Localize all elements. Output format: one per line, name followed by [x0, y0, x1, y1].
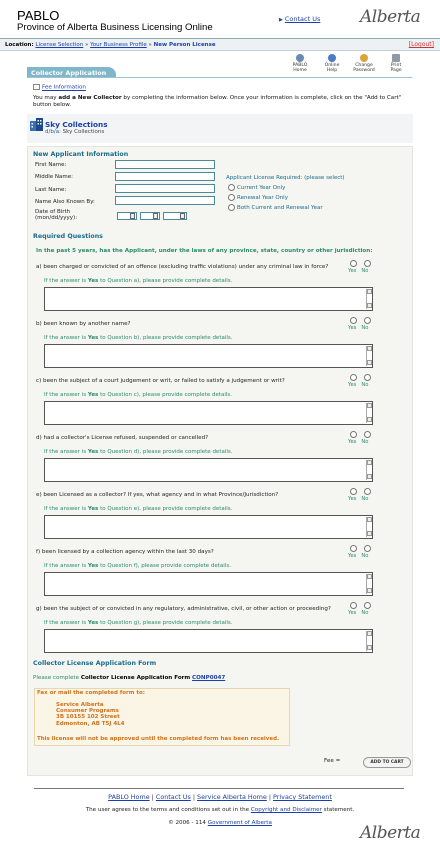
if-yes: Yes: [87, 506, 99, 512]
scrollbar[interactable]: [366, 517, 371, 537]
government-of-alberta-link[interactable]: Government of Alberta: [207, 820, 272, 826]
no-label: No: [361, 382, 369, 388]
breadcrumb-label: Location:: [5, 42, 34, 48]
question-text: f) been licensed by a collection agency within the last 30 days?: [36, 549, 214, 555]
question-text: e) been Licensed as a collector? If yes, what agency and in what Province/Jurisdiction?: [36, 492, 279, 498]
question-details-textarea[interactable]: [44, 458, 373, 482]
intro-bold: add a New Collector: [58, 95, 122, 101]
dob-label: Date of Birth: [35, 209, 71, 215]
terms-pre: The user agrees to the terms and conditions set out in the: [85, 807, 251, 813]
yes-no-labels: [348, 325, 368, 331]
mailing-address: [56, 702, 125, 727]
business-dba: [45, 129, 104, 135]
scroll-down-icon[interactable]: [367, 303, 372, 308]
radio-current-year-label: Current Year Only: [237, 185, 286, 191]
question-text: a) been charged or convicted of an offence (excluding traffic violations) under any criminal law in force?: [36, 264, 329, 270]
no-label: No: [361, 268, 369, 274]
toolbar: [288, 54, 408, 76]
no-label: No: [361, 610, 369, 616]
app-subtitle: Province of Alberta Business Licensing Online: [17, 22, 213, 33]
question-details-prompt: [44, 506, 232, 512]
breadcrumb-current: New Person License: [153, 42, 216, 48]
scroll-down-icon[interactable]: [367, 474, 372, 479]
question-no-radio[interactable]: [364, 545, 371, 552]
clf-instruction: [33, 675, 225, 681]
document-icon: [33, 84, 40, 90]
scroll-up-icon[interactable]: [367, 460, 372, 465]
toolbar-print-page[interactable]: [384, 54, 408, 74]
scroll-down-icon[interactable]: [367, 645, 372, 650]
if-pre: If the answer is: [44, 563, 88, 569]
question-yes-radio[interactable]: [350, 374, 357, 381]
address-line: Service Alberta: [56, 702, 104, 708]
toolbar-label: Page: [390, 68, 402, 74]
key-icon: [360, 54, 368, 62]
scrollbar[interactable]: [366, 631, 371, 651]
yes-label: Yes: [348, 496, 357, 502]
toolbar-label: Home: [293, 68, 307, 74]
footer-privacy-statement[interactable]: Privacy Statement: [273, 793, 332, 801]
question-details-prompt: [44, 620, 233, 626]
footer-divider: [34, 788, 404, 789]
radio-both-years[interactable]: [228, 204, 235, 211]
alberta-logo-footer[interactable]: Alberta: [360, 823, 421, 843]
first-name-label: First Name:: [35, 162, 67, 168]
contact-us-link[interactable]: Contact Us: [284, 15, 321, 23]
if-pre: If the answer is: [44, 392, 88, 398]
radio-both-years-label: Both Current and Renewal Year: [237, 205, 323, 211]
yes-no-labels: [348, 439, 368, 445]
clf-pre: Please complete: [33, 675, 81, 681]
yes-label: Yes: [348, 610, 357, 616]
dob-day-dropdown[interactable]: [153, 213, 158, 219]
copyright-pre: © 2006 - 114: [168, 820, 208, 826]
question-details-prompt: [44, 335, 233, 341]
scroll-up-icon[interactable]: [367, 403, 372, 408]
footer-contact-us[interactable]: Contact Us: [155, 793, 191, 801]
dba-label: d/b/a:: [45, 129, 61, 135]
scroll-up-icon[interactable]: [367, 289, 372, 294]
scroll-up-icon[interactable]: [367, 631, 372, 636]
breadcrumb: [5, 42, 216, 48]
building-icon: [30, 118, 43, 131]
terms-post: statement.: [321, 807, 355, 813]
if-post: to Question d), please provide complete details.: [98, 449, 233, 455]
if-post: to Question a), please provide complete details.: [98, 278, 233, 284]
question-no-radio[interactable]: [364, 488, 371, 495]
question-details-textarea[interactable]: [44, 629, 373, 653]
intro-text: [33, 95, 411, 109]
yes-no-labels: [348, 553, 368, 559]
question-details-textarea[interactable]: [44, 344, 373, 368]
license-required-label: Applicant License Required: (please select): [226, 175, 345, 181]
clf-bold: Collector License Application Form: [80, 675, 191, 681]
if-pre: If the answer is: [44, 278, 88, 284]
toolbar-pablo-home[interactable]: [288, 54, 312, 74]
home-icon: [296, 54, 304, 62]
last-name-label: Last Name:: [35, 187, 67, 193]
fee-label: Fee =: [324, 758, 341, 764]
yes-label: Yes: [348, 382, 357, 388]
last-name-input[interactable]: [115, 184, 215, 193]
question-no-radio[interactable]: [364, 431, 371, 438]
question-text: d) had a collector's License refused, suspended or cancelled?: [36, 435, 209, 441]
footer-links: [0, 793, 440, 801]
scrollbar[interactable]: [366, 346, 371, 366]
if-yes: Yes: [87, 449, 99, 455]
question-details-textarea[interactable]: [44, 287, 373, 311]
radio-current-year[interactable]: [228, 184, 235, 191]
question-details-prompt: [44, 563, 231, 569]
question-text: c) been the subject of a court judgement or writ, or failed to satisfy a judgement or writ?: [36, 378, 285, 384]
scroll-down-icon[interactable]: [367, 588, 372, 593]
question-yes-radio[interactable]: [350, 431, 357, 438]
footer-service-alberta-home[interactable]: Service Alberta Home: [197, 793, 267, 801]
tab-collector-application: Collector Application: [27, 67, 116, 78]
radio-renewal-year[interactable]: [228, 194, 235, 201]
scroll-up-icon[interactable]: [367, 346, 372, 351]
if-yes: Yes: [87, 620, 99, 626]
question-yes-radio[interactable]: [350, 260, 357, 267]
section-new-applicant: New Applicant Information: [33, 151, 129, 158]
scroll-up-icon[interactable]: [367, 517, 372, 522]
scrollbar[interactable]: [366, 403, 371, 423]
middle-name-label: Middle Name:: [35, 174, 73, 180]
logout-link[interactable]: [Logout]: [408, 41, 434, 48]
help-icon: [328, 54, 336, 62]
dob-month-dropdown[interactable]: [130, 213, 135, 219]
question-text: b) been known by another name?: [36, 321, 131, 327]
approval-warning: This license will not be approved until the completed form has been received.: [37, 736, 280, 742]
no-label: No: [361, 325, 369, 331]
footer-separator: |: [151, 793, 154, 801]
footer-separator: |: [268, 793, 271, 801]
if-post: to Question f), please provide complete details.: [98, 563, 231, 569]
aka-label: Name Also Known By:: [35, 199, 95, 205]
no-label: No: [361, 553, 369, 559]
dob-year-dropdown[interactable]: [180, 213, 185, 219]
if-yes: Yes: [87, 335, 99, 341]
toolbar-label: Change: [355, 63, 373, 68]
if-yes: Yes: [87, 563, 99, 569]
toolbar-label: Password: [353, 68, 375, 74]
if-post: to Question c), please provide complete details.: [98, 392, 233, 398]
yes-label: Yes: [348, 439, 357, 445]
question-no-radio[interactable]: [364, 602, 371, 609]
question-yes-radio[interactable]: [350, 602, 357, 609]
if-pre: If the answer is: [44, 506, 88, 512]
breadcrumb-license-selection[interactable]: License Selection: [35, 42, 84, 48]
toolbar-label: Print: [390, 63, 402, 68]
no-label: No: [361, 439, 369, 445]
fee-information-link[interactable]: Fee Information: [42, 84, 86, 91]
yes-no-labels: [348, 382, 368, 388]
address-line: Edmonton, AB T5J 4L4: [56, 720, 125, 727]
scroll-up-icon[interactable]: [367, 574, 372, 579]
radio-renewal-year-label: Renewal Year Only: [237, 195, 288, 201]
if-pre: If the answer is: [44, 620, 88, 626]
question-no-radio[interactable]: [364, 260, 371, 267]
terms-note: [0, 807, 440, 813]
fee-information: [33, 84, 86, 91]
footer-separator: |: [192, 793, 195, 801]
yes-no-labels: [348, 610, 368, 616]
app-title: PABLO: [17, 8, 60, 23]
question-yes-radio[interactable]: [350, 488, 357, 495]
location-bar: [0, 39, 440, 51]
breadcrumb-separator: »: [85, 42, 89, 48]
section-required-questions: Required Questions: [33, 233, 103, 240]
yes-no-labels: [348, 496, 368, 502]
question-no-radio[interactable]: [364, 317, 371, 324]
if-pre: If the answer is: [44, 449, 88, 455]
print-icon: [392, 54, 400, 62]
dba-value: Sky Collections: [62, 129, 105, 135]
business-name: Sky Collections: [45, 120, 108, 129]
yes-label: Yes: [348, 325, 357, 331]
question-no-radio[interactable]: [364, 374, 371, 381]
toolbar-label: Online: [324, 63, 340, 68]
if-yes: Yes: [87, 278, 99, 284]
no-label: No: [361, 496, 369, 502]
yes-label: Yes: [348, 268, 357, 274]
add-to-cart-button[interactable]: ADD TO CART: [363, 757, 411, 768]
toolbar-change-password[interactable]: [352, 54, 376, 74]
intro-post: by completing the information below. Once your information is complete, click on the "Add to Cart" button below.: [33, 95, 402, 108]
arrow-right-icon: ▶: [279, 17, 283, 23]
toolbar-online-help[interactable]: [320, 54, 344, 74]
if-post: to Question b), please provide complete details.: [98, 335, 233, 341]
address-line: Consumer Programs: [56, 708, 119, 715]
intro-pre: You may: [33, 95, 59, 101]
copyright-disclaimer-link[interactable]: Copyright and Disclaimer: [250, 807, 322, 813]
dob-format-label: (mon/dd/yyyy):: [35, 215, 78, 221]
breadcrumb-business-profile[interactable]: Your Business Profile: [90, 42, 147, 48]
middle-name-input[interactable]: [115, 172, 215, 181]
question-text: g) been the subject of or convicted in any regulatory, administrative, civil, or other action or proceeding?: [36, 606, 331, 612]
question-details-prompt: [44, 449, 233, 455]
scrollbar[interactable]: [366, 574, 371, 594]
question-yes-radio[interactable]: [350, 317, 357, 324]
aka-input[interactable]: [115, 196, 215, 205]
question-details-textarea[interactable]: [44, 572, 373, 596]
address-line: 3B 10155 102 Street: [56, 714, 120, 721]
scroll-down-icon[interactable]: [367, 360, 372, 365]
tab-divider: [27, 77, 412, 78]
scrollbar[interactable]: [366, 460, 371, 480]
questions-intro: In the past 5 years, has the Applicant, under the laws of any province, state, country or other jurisdiction:: [36, 248, 373, 254]
alberta-logo[interactable]: Alberta: [360, 7, 421, 27]
yes-label: Yes: [348, 553, 357, 559]
question-yes-radio[interactable]: [350, 545, 357, 552]
question-details-prompt: [44, 278, 232, 284]
question-details-prompt: [44, 392, 232, 398]
if-pre: If the answer is: [44, 335, 88, 341]
if-post: to Question e), please provide complete details.: [98, 506, 233, 512]
toolbar-label: Help: [326, 68, 338, 74]
fax-title: Fax or mail the completed form to:: [37, 690, 146, 696]
if-post: to Question g), please provide complete details.: [98, 620, 233, 626]
contact-us: [279, 15, 320, 23]
clf-form-link[interactable]: CONP0047: [192, 675, 226, 681]
question-details-textarea[interactable]: [44, 515, 373, 539]
scroll-down-icon[interactable]: [367, 531, 372, 536]
section-collector-license-form: Collector License Application Form: [33, 660, 157, 667]
scroll-down-icon[interactable]: [367, 417, 372, 422]
question-details-textarea[interactable]: [44, 401, 373, 425]
if-yes: Yes: [87, 392, 99, 398]
scrollbar[interactable]: [366, 289, 371, 309]
yes-no-labels: [348, 268, 368, 274]
first-name-input[interactable]: [115, 160, 215, 169]
footer-pablo-home[interactable]: PABLO Home: [108, 793, 150, 801]
toolbar-label: PABLO: [292, 63, 308, 68]
breadcrumb-separator: »: [148, 42, 152, 48]
page-header: [0, 0, 440, 38]
